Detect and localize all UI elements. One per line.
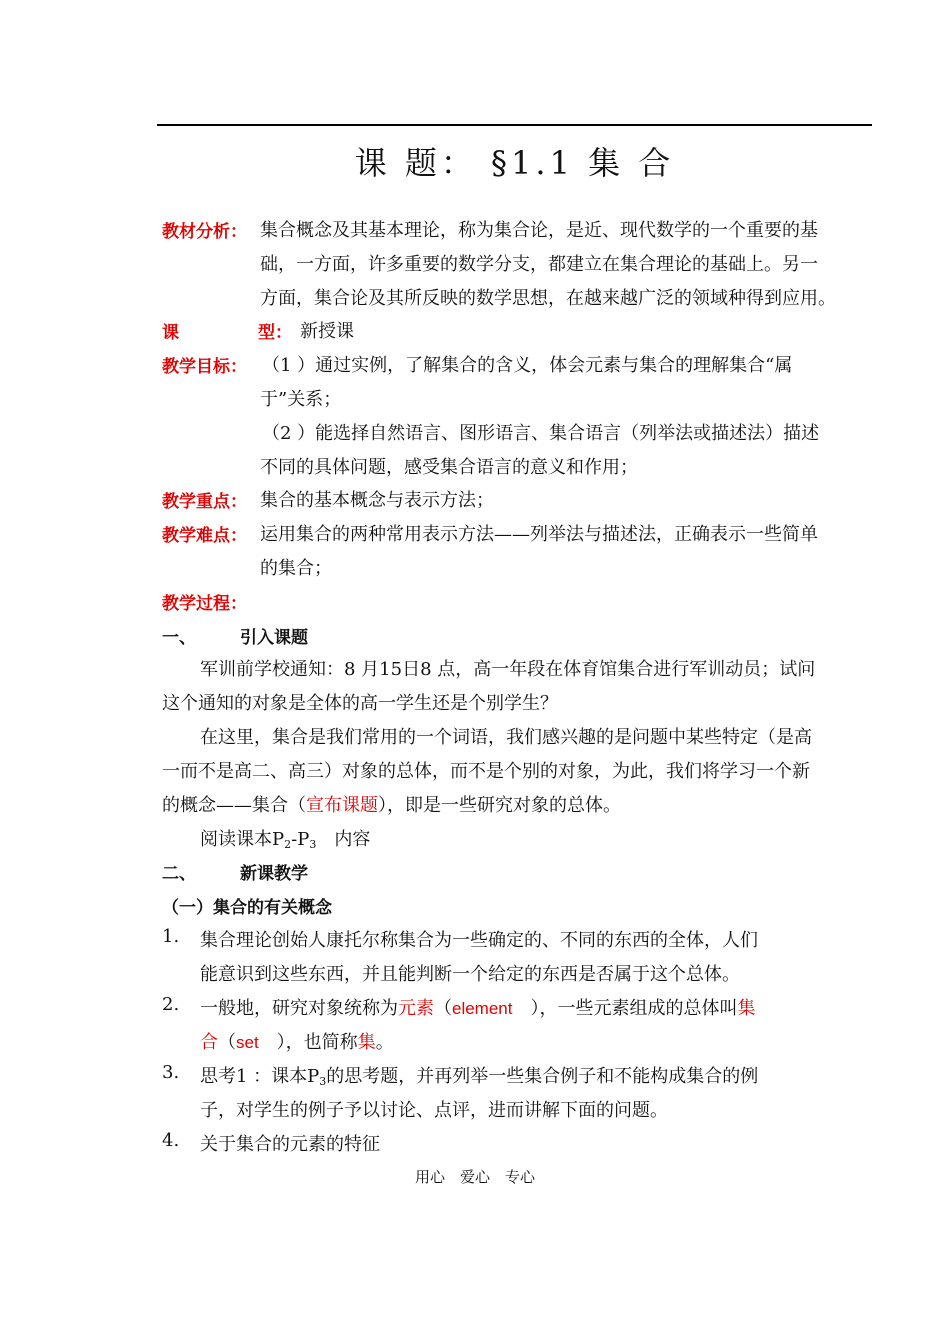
item-2-text-c: ），一些元素组成的总体叫 [512, 998, 738, 1019]
item-2-number: 2. [162, 994, 180, 1015]
term-element-zh: 元素 [398, 998, 434, 1019]
item-1-line-1: 集合理论创始人康托尔称集合为一些确定的、不同的东西的全体，人们 [200, 930, 758, 951]
lesson-type-label-b: 型： [258, 323, 292, 343]
item-3-text-b: 的思考题，并再列举一些集合例子和不能构成集合的例 [326, 1066, 759, 1087]
objective-line-1: （1 ）通过实例，了解集合的含义，体会元素与集合的理解集合“属 [262, 355, 793, 376]
item-3-line-1 [200, 1062, 758, 1088]
section-1-p1-line-1: 军训前学校通知：8 月15日8 点，高一年段在体育馆集合进行军训动员；试问 [200, 659, 816, 680]
page-title: 课 题： §1.1 集 合 [354, 144, 675, 182]
analysis-line-3: 方面，集合论及其所反映的数学思想，在越来越广泛的领域种得到应用。 [260, 288, 836, 309]
section-1-p2-line-2: 一而不是高二、高三）对象的总体，而不是个别的对象，为此，我们将学习一个新 [162, 761, 810, 782]
key-points-label: 教学重点： [162, 492, 247, 512]
p2-line-3-part-b: ），即是一些研究对象的总体。 [378, 795, 621, 816]
item-4-line-1: 关于集合的元素的特征 [200, 1134, 380, 1155]
announce-topic-text: 宣布课题 [306, 795, 378, 816]
section-2-subheading: （一）集合的有关概念 [162, 898, 332, 918]
difficulties-line-1: 运用集合的两种常用表示方法——列举法与描述法，正确表示一些简单 [260, 524, 818, 545]
reading-part-a: 阅读课本P [200, 829, 285, 850]
header-rule [157, 124, 872, 126]
reading-part-b: -P [291, 829, 310, 850]
term-element-en: element [452, 999, 513, 1018]
section-1-p2-line-3 [162, 791, 621, 817]
process-label: 教学过程： [162, 594, 247, 614]
section-1-number: 一、 [162, 628, 196, 648]
term-set-zh-part-2: 合 [200, 1032, 218, 1053]
item-2-line-2 [200, 1028, 394, 1054]
item-1-line-2: 能意识到这些东西，并且能判断一个给定的东西是否属于这个总体。 [200, 964, 740, 985]
item-2-text-b: ），也简称 [258, 1032, 358, 1053]
section-1-reading-line [200, 825, 370, 851]
reading-sub-1: 2 [284, 838, 292, 851]
section-1-heading: 引入课题 [240, 628, 308, 648]
item-2-line-1 [200, 994, 755, 1020]
section-2-number: 二、 [162, 864, 196, 884]
item-2-text-a: 一般地，研究对象统称为 [200, 998, 398, 1019]
item-3-line-2: 子，对学生的例子予以讨论、点评，进而讲解下面的问题。 [200, 1100, 668, 1121]
section-1-p1-line-2: 这个通知的对象是全体的高一学生还是个别学生？ [162, 693, 558, 714]
term-set-short: 集 [357, 1032, 376, 1053]
item-1-number: 1. [162, 926, 180, 947]
reading-sub-2: 3 [309, 838, 317, 851]
objective-line-2: 于”关系； [260, 389, 342, 410]
difficulties-line-2: 的集合； [260, 558, 332, 579]
section-1-p2-line-1: 在这里，集合是我们常用的一个词语，我们感兴趣的是问题中某些特定（是高 [200, 727, 812, 748]
lesson-type-value: 新授课 [300, 321, 354, 342]
item-2-paren-open: （ [434, 998, 452, 1019]
difficulties-label: 教学难点： [162, 526, 247, 546]
objectives-label: 教学目标： [162, 357, 247, 377]
p2-line-3-part-a: 的概念——集合（ [162, 795, 306, 816]
term-set-zh-part-1: 集 [737, 998, 756, 1019]
page-footer: 用心 爱心 专心 [414, 1168, 535, 1186]
reading-part-c: 内容 [316, 829, 371, 850]
analysis-line-1: 集合概念及其基本理论，称为集合论，是近、现代数学的一个重要的基 [260, 220, 818, 241]
item-4-number: 4. [162, 1130, 180, 1151]
item-3-number: 3. [162, 1062, 180, 1083]
item-2-period: 。 [375, 1032, 394, 1053]
section-2-heading: 新课教学 [240, 864, 308, 884]
item-2-paren-open-2: （ [218, 1032, 236, 1053]
item-3-sub: 3 [319, 1075, 327, 1088]
lesson-type-label-a: 课 [162, 323, 179, 343]
analysis-label: 教材分析： [162, 222, 247, 242]
term-set-en: set [236, 1033, 259, 1052]
objective-line-4: 不同的具体问题，感受集合语言的意义和作用； [260, 457, 638, 478]
key-points-value: 集合的基本概念与表示方法； [260, 490, 494, 511]
objective-line-3: （2 ）能选择自然语言、图形语言、集合语言（列举法或描述法）描述 [262, 423, 820, 444]
analysis-line-2: 础，一方面，许多重要的数学分支，都建立在集合理论的基础上。另一 [260, 254, 818, 275]
item-3-text-a: 思考1 ：课本P [200, 1066, 320, 1087]
